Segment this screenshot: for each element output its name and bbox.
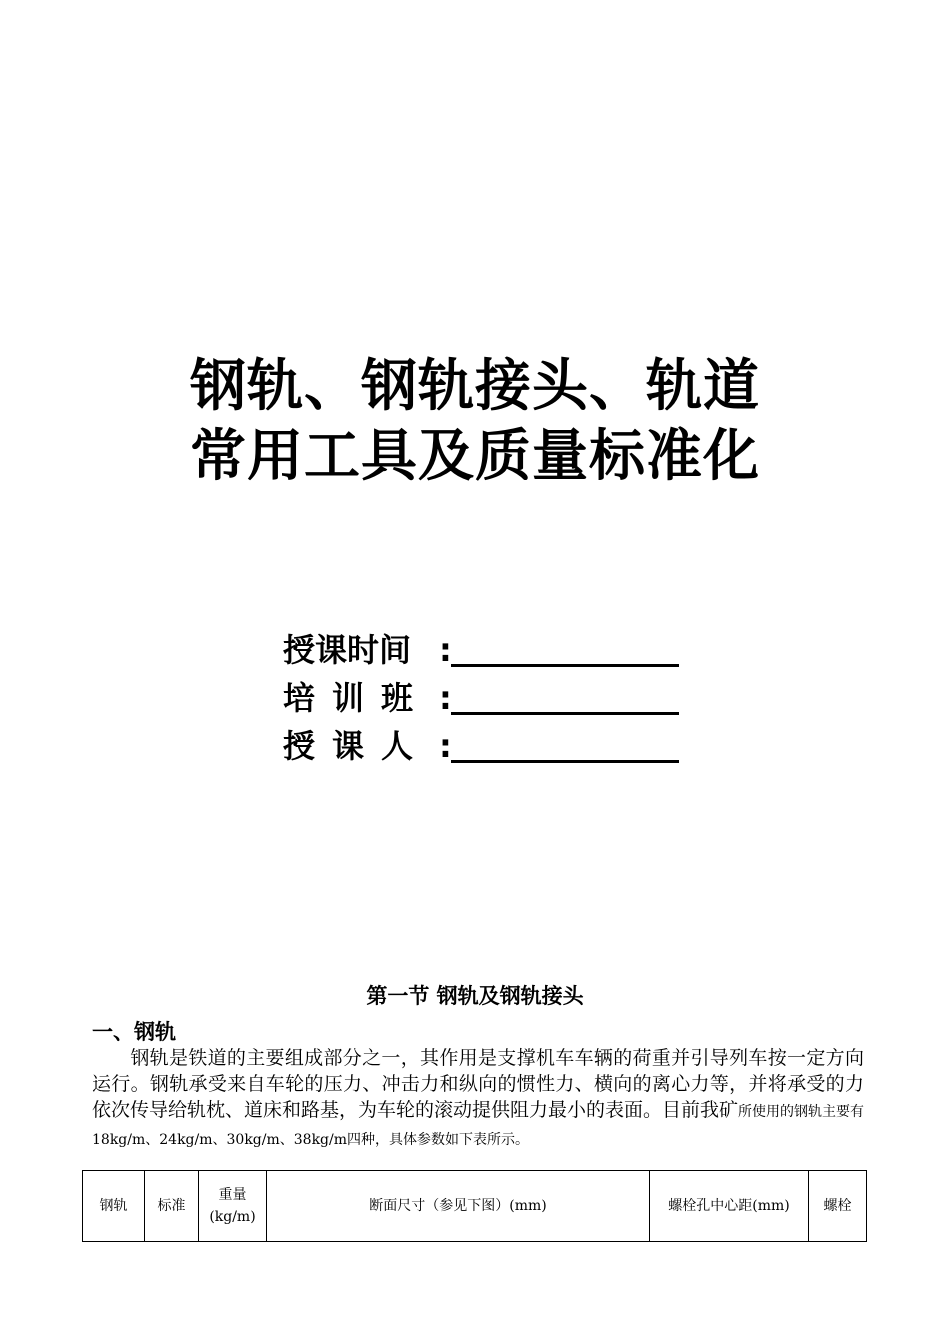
training-class-label: 培训班 xyxy=(283,679,431,717)
paragraph-small-text: 所使用的钢轨主要有18kg/m、24kg/m、30kg/m、38kg/m四种，具体参数如下表所示。 xyxy=(92,1104,865,1148)
training-class-row xyxy=(283,674,679,722)
section-title: 第一节 钢轨及钢轨接头 xyxy=(366,984,584,1008)
instructor-row xyxy=(283,722,679,770)
header-weight-unit: (kg/m) xyxy=(209,1209,256,1225)
header-rail: 钢轨 xyxy=(83,1171,145,1242)
instructor-blank[interactable] xyxy=(451,730,679,763)
table-header-row xyxy=(83,1171,867,1242)
course-time-blank[interactable] xyxy=(451,634,679,667)
instructor-label: 授课人 xyxy=(283,727,431,765)
rail-parameters-table xyxy=(82,1170,867,1242)
course-time-label: 授课时间 xyxy=(283,631,412,669)
title-line-1: 钢轨、钢轨接头、轨道 xyxy=(190,354,760,419)
colon: : xyxy=(439,727,452,765)
sub-heading: 一、钢轨 xyxy=(92,1020,176,1044)
body-paragraph xyxy=(92,1045,864,1153)
header-bolt: 螺栓 xyxy=(809,1171,867,1242)
paragraph-main-text: 钢轨是铁道的主要组成部分之一，其作用是支撑机车车辆的荷重并引导列车按一定方向运行。钢轨承受来自车轮的压力、冲击力和纵向的惯性力、横向的离心力等，并将承受的力依次传导给轨枕、道床和路基，为车轮的滚动提供阻力最小的表面。目前我矿 xyxy=(92,1047,864,1121)
header-standard: 标准 xyxy=(145,1171,199,1242)
header-bolt-hole-distance: 螺栓孔中心距(mm) xyxy=(650,1171,809,1242)
colon: : xyxy=(439,631,452,669)
header-section-size: 断面尺寸（参见下图）(mm) xyxy=(267,1171,650,1242)
title-line-2: 常用工具及质量标准化 xyxy=(190,424,760,489)
colon: : xyxy=(439,679,452,717)
header-weight-label: 重量 xyxy=(218,1187,247,1203)
document-title xyxy=(0,352,950,492)
course-info-block xyxy=(283,626,679,770)
header-weight xyxy=(199,1171,267,1242)
training-class-blank[interactable] xyxy=(451,682,679,715)
course-time-row xyxy=(283,626,679,674)
